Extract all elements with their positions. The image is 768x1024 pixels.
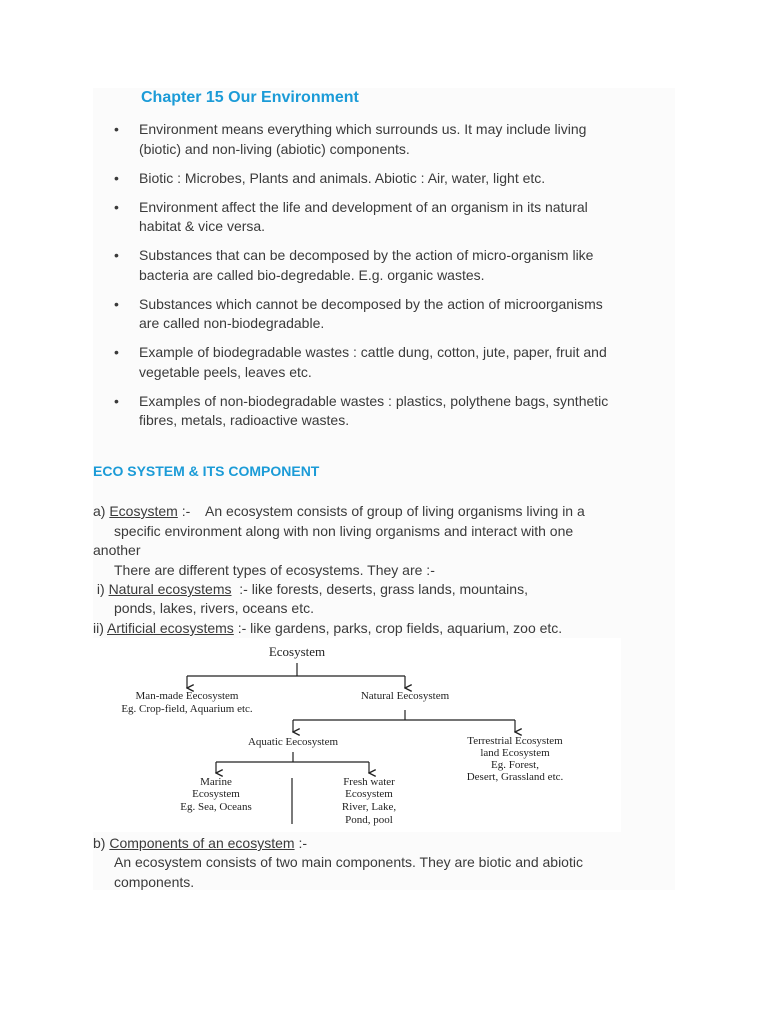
chapter-title: Chapter 15 Our Environment: [141, 89, 359, 106]
ecosystem-definition-line2: specific environment along with non living organisms and interact with one: [114, 523, 574, 539]
diagram-man-made-label: Man-made Eecosystem: [135, 690, 239, 702]
diagram-marine-label2: Ecosystem: [192, 788, 240, 800]
diagram-man-made-example: Eg. Crop-field, Aquarium etc.: [121, 703, 253, 715]
diagram-aquatic-label: Aquatic Eecosystem: [247, 736, 339, 748]
components-heading: b) Components of an ecosystem :-: [93, 835, 308, 851]
diagram-marine-example: Eg. Sea, Oceans: [180, 801, 252, 813]
diagram-fresh-example2: Pond, pool: [345, 814, 393, 826]
bullet-icon: •: [114, 295, 119, 312]
section-heading: ECO SYSTEM & ITS COMPONENT: [93, 463, 320, 479]
natural-term: Natural ecosystems: [108, 581, 232, 597]
diagram-fresh-label2: Ecosystem: [345, 788, 393, 800]
diagram-marine-label: Marine: [200, 776, 232, 788]
diagram-terrestrial-example1: Eg. Forest,: [491, 759, 539, 771]
diagram-terrestrial-example2: Desert, Grassland etc.: [466, 771, 564, 783]
diagram-root-label: Ecosystem: [268, 644, 326, 659]
list-item: • Substances that can be decomposed by the action of micro-organism like bacteria are called bio-degredable. E.g. organic wastes.: [114, 247, 594, 283]
ecosystem-definition: a) Ecosystem :- An ecosystem consists of group of living organisms living in a: [93, 503, 585, 519]
artificial-term: Artificial ecosystems: [107, 620, 234, 636]
components-line2: An ecosystem consists of two main components. They are biotic and abiotic: [114, 854, 583, 870]
natural-ecosystems: i) Natural ecosystems :- like forests, deserts, grass lands, mountains,: [93, 581, 528, 597]
list-item: • Examples of non-biodegradable wastes : plastics, polythene bags, synthetic fibres, metals, radioactive wastes.: [114, 392, 609, 428]
bullet-icon: •: [114, 392, 119, 409]
bullet-list: [114, 120, 659, 440]
list-item: • Example of biodegradable wastes : cattle dung, cotton, jute, paper, fruit and vegetable peels, leaves etc.: [114, 344, 607, 380]
artificial-ecosystems: ii) Artificial ecosystems :- like gardens, parks, crop fields, aquarium, zoo etc.: [93, 620, 563, 636]
list-item: • Environment means everything which surrounds us. It may include living (biotic) and non-living (abiotic) components.: [114, 121, 587, 157]
list-item: • Biotic : Microbes, Plants and animals. Abiotic : Air, water, light etc.: [114, 169, 659, 189]
bullet-icon: •: [114, 169, 119, 186]
natural-ecosystems-line2: ponds, lakes, rivers, oceans etc.: [114, 600, 314, 616]
bullet-icon: •: [114, 121, 119, 137]
diagram-fresh-example1: River, Lake,: [341, 801, 397, 813]
ecosystem-definition-line3: another: [93, 542, 141, 558]
bullet-icon: •: [114, 344, 119, 360]
list-item: • Substances which cannot be decomposed by the action of microorganisms are called non-biodegradable.: [114, 295, 603, 331]
diagram-fresh-label: Fresh water: [343, 776, 395, 788]
components-term: Components of an ecosystem: [109, 835, 295, 851]
diagram-natural-label: Natural Eecosystem: [360, 690, 450, 702]
ecosystem-diagram: [93, 638, 621, 832]
diagram-land-label: land Ecosystem: [480, 747, 550, 759]
bullet-icon: •: [114, 247, 119, 263]
ecosystem-types-intro: There are different types of ecosystems. They are :-: [114, 562, 435, 578]
bullet-icon: •: [114, 198, 119, 215]
ecosystem-term: Ecosystem: [109, 503, 178, 519]
list-item: • Environment affect the life and development of an organism in its natural habitat & vice versa.: [114, 198, 588, 234]
diagram-terrestrial-label: Terrestrial Ecosystem: [467, 735, 563, 747]
components-line3: components.: [114, 874, 195, 890]
